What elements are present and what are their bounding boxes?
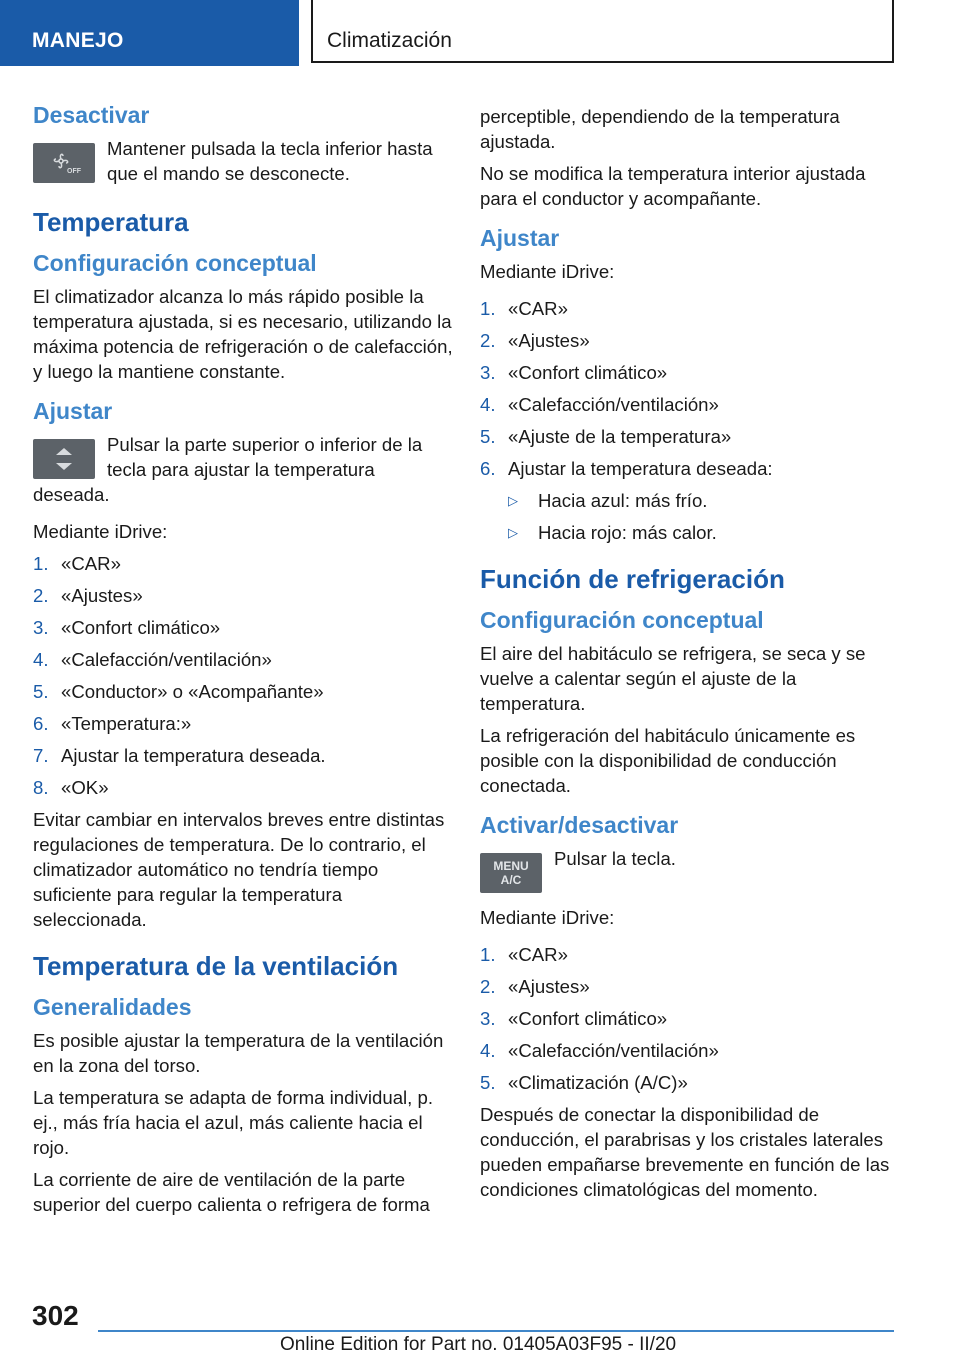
list-item: ▷ Hacia azul: más frío. [508,490,708,511]
list-item: 1. «CAR» [480,298,568,319]
generalidades-p2: La temperatura se adapta de forma individual, p. ej., más fría hacia el azul, más caliente hacia el rojo. [33,1087,434,1158]
list-item: 4. «Calefacción/ventilación» [480,1040,719,1061]
footer-edition: Online Edition for Part no. 01405A03F95 - II/20 [280,1334,677,1355]
chapter-title: Climatización [327,29,452,52]
idrive-right: Mediante iDrive: [480,261,615,282]
heading-ventilacion: Temperatura de la ventilación [33,951,399,981]
heading-ajustar-right: Ajustar [480,225,560,251]
right-column [480,104,900,1209]
list-item: 3. «Confort climático» [480,362,668,383]
list-item: 1. «CAR» [33,553,121,574]
fan-off-button-icon [33,143,95,183]
heading-config-left: Configuración conceptual [33,250,317,276]
triangle-bullet-icon: ▷ [508,525,518,540]
page-number: 302 [32,1300,79,1331]
heading-refrigeracion: Función de refrigeración [480,564,785,594]
list-item: 5. «Conductor» o «Acompañante» [33,681,324,702]
list-item: 4. «Calefacción/ventilación» [480,394,719,415]
heading-temperatura: Temperatura [33,207,189,237]
desactivar-text: Mantener pulsada la tecla inferior hasta que el mando se desconecte. [107,138,433,184]
steps-left [33,551,453,800]
footer-divider [98,1330,894,1332]
temp-button-icon [33,439,95,479]
config-right-p2: La refrigeración del habitáculo únicamente es posible con la disponibilidad de conducción conectada. [480,725,856,796]
ajustar-note: Evitar cambiar en intervalos breves entre distintas regulaciones de temperatura. De lo contrario, el climatizador automático no tendría tiempo suficiente para regular la temperatura seleccionada. [33,809,445,930]
heading-config-right: Configuración conceptual [480,607,764,633]
list-item: 2. «Ajustes» [33,585,143,606]
chapter-tab [311,0,894,63]
list-item: 6. «Temperatura:» [33,713,192,734]
ajustar-left-text: Pulsar la parte superior o inferior de la tecla para ajustar la temperatura deseada. [33,434,423,505]
fan-off-icon [49,151,79,175]
activar-note: Después de conectar la disponibilidad de conducción, el parabrisas y los cristales laterales pueden empañarse brevemente en función de las condiciones climatológicas del momento. [480,1104,890,1200]
config-left-text: El climatizador alcanza lo más rápido posible la temperatura ajustada, si es necesario, utilizando la máxima potencia de refrigeración o de calefacción, y luego la mantiene constante. [33,286,453,382]
activar-text: Pulsar la tecla. [554,848,676,869]
right-p1: perceptible, dependiendo de la temperatura ajustada. [480,106,840,152]
heading-ajustar-left: Ajustar [33,398,113,424]
idrive-activar: Mediante iDrive: [480,907,615,928]
idrive-left: Mediante iDrive: [33,521,168,542]
list-item: 3. «Confort climático» [33,617,221,638]
list-item: 5. «Climatización (A/C)» [480,1072,688,1093]
ajustar-left-block [33,432,453,507]
desactivar-row [33,136,453,186]
list-item: ▷ Hacia rojo: más calor. [508,522,717,543]
activar-row [480,846,900,893]
list-item: 5. «Ajuste de la temperatura» [480,426,732,447]
heading-generalidades: Generalidades [33,994,192,1020]
generalidades-p1: Es posible ajustar la temperatura de la ventilación en la zona del torso. [33,1030,444,1076]
list-item: 7. Ajustar la temperatura deseada. [33,745,326,766]
list-item: 8. «OK» [33,777,109,798]
heading-activar: Activar/desactivar [480,812,679,838]
list-item: 2. «Ajustes» [480,330,590,351]
section-title: MANEJO [32,29,124,52]
generalidades-p3: La corriente de aire de ventilación de la parte superior del cuerpo calienta o refrigera de forma [33,1169,430,1215]
list-item: 3. «Confort climático» [480,1008,668,1029]
right-p2: No se modifica la temperatura interior ajustada para el conductor y acompañante. [480,163,866,209]
svg-text:OFF: OFF [67,168,81,175]
triangle-bullet-icon: ▷ [508,493,518,508]
menu-ac-button-icon: MENU A/C [480,853,542,893]
temperature-up-down-icon [54,446,74,472]
steps-activar [480,942,900,1095]
list-item: 6. Ajustar la temperatura deseada: [480,458,773,479]
list-item: 1. «CAR» [480,944,568,965]
steps-right [480,296,900,481]
heading-desactivar: Desactivar [33,102,150,128]
list-item: 2. «Ajustes» [480,976,590,997]
config-right-p1: El aire del habitáculo se refrigera, se seca y se vuelve a calentar según el ajuste de la temperatura. [480,643,866,714]
left-column [33,100,453,1224]
sub-steps-right [508,488,900,545]
list-item: 4. «Calefacción/ventilación» [33,649,272,670]
section-tab [0,0,299,66]
